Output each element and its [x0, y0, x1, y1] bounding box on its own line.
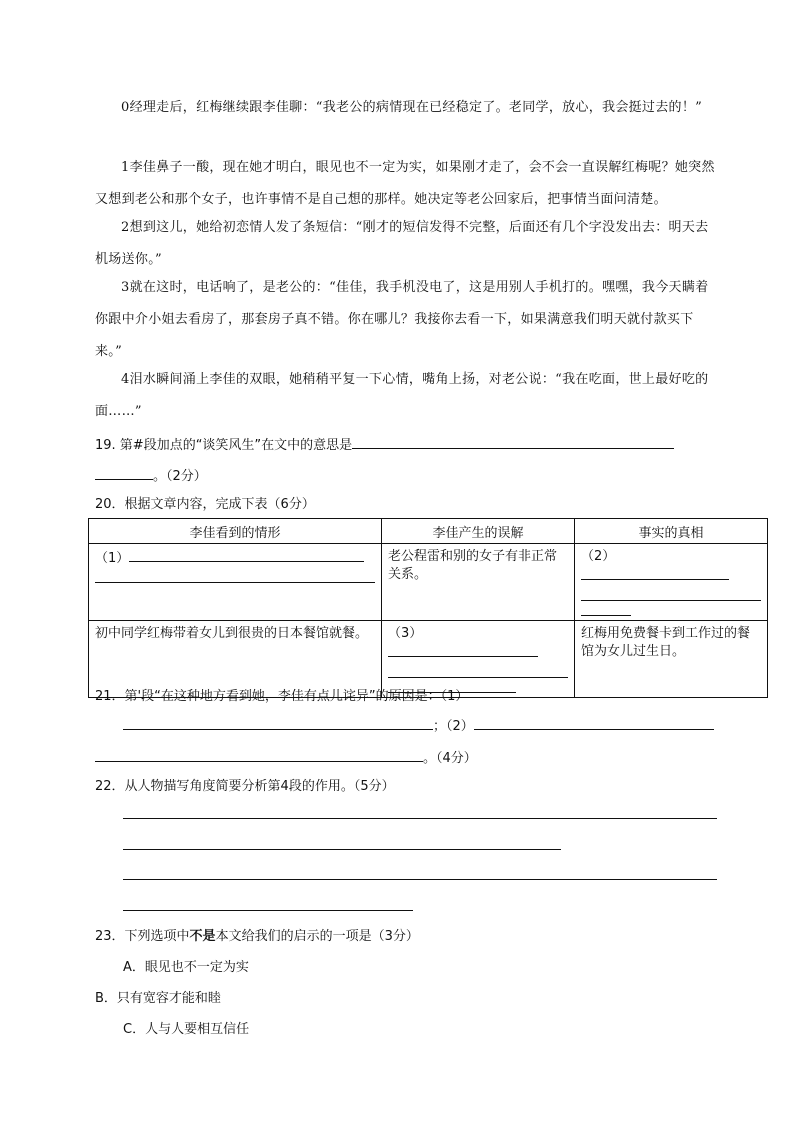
- question-22: 22．从人物描写角度简要分析第4段的作用。（5分）: [95, 779, 395, 794]
- question-20: 20．根据文章内容，完成下表（6分）: [95, 497, 315, 512]
- table-cell-r1c1[interactable]: [89, 544, 382, 621]
- cell-mark-1: （1）: [95, 551, 130, 566]
- answer-blank-20-2a[interactable]: [581, 566, 729, 580]
- answer-blank-20-2c[interactable]: [581, 615, 631, 616]
- answer-blank-21c[interactable]: [95, 748, 423, 762]
- answer-blank-20-1b[interactable]: [95, 582, 375, 583]
- answer-blank-19b[interactable]: [95, 466, 153, 480]
- question-21-line3: [95, 747, 477, 766]
- answer-line-22d[interactable]: [123, 910, 413, 911]
- question-21-line2: [123, 715, 714, 734]
- question-19-tail: 。（2分）: [153, 469, 207, 484]
- question-21-mid: ；（2）: [433, 719, 474, 734]
- table-cell-r2c1: 初中同学红梅带着女儿到很贵的日本餐馆就餐。: [89, 621, 382, 698]
- answer-line-22b[interactable]: [123, 849, 561, 850]
- answer-line-22a[interactable]: [123, 818, 717, 819]
- paragraph-3: 3就在这时，电话响了，是老公的：“佳佳，我手机没电了，这是用别人手机打的。嘿嘿，我今天瞒着你跟中介小姐去看房了，那套房子真不错。你在哪儿？我接你去看一下，如果满意我们明天就付款买下来。”: [95, 280, 709, 359]
- option-c[interactable]: C．人与人要相互信任: [123, 1022, 250, 1037]
- answer-line-22c[interactable]: [123, 879, 717, 880]
- paragraph-1: 1李佳鼻子一酸，现在她才明白，眼见也不一定为实，如果刚才走了，会不会一直误解红梅呢？她突然又想到老公和那个女子，也许事情不是自己想的那样。她决定等老公回家后，把事情当面问清楚。: [95, 160, 715, 207]
- answer-blank-20-2b[interactable]: [581, 600, 761, 601]
- question-23-text-after: 本文给我们的启示的一项是（3分）: [215, 929, 419, 944]
- question-19-cont: [95, 465, 207, 484]
- question-23-emphasis: 不是: [189, 929, 216, 944]
- question-21-tail: 。（4分）: [423, 751, 477, 766]
- question-23-text-before: 23．下列选项中: [95, 929, 190, 944]
- option-a[interactable]: A．眼见也不一定为实: [123, 960, 249, 975]
- paragraph-0: 0经理走后，红梅继续跟李佳聊：“我老公的病情现在已经稳定了。老同学，放心，我会挺过去的！”: [121, 100, 703, 115]
- cell-mark-2: （2）: [581, 549, 616, 564]
- table-header-truth: 事实的真相: [575, 519, 768, 544]
- answer-table: [88, 518, 768, 698]
- table-cell-r2c3: 红梅用免费餐卡到工作过的餐馆为女儿过生日。: [575, 621, 768, 698]
- table-cell-r1c2: 老公程雷和别的女子有非正常关系。: [382, 544, 575, 621]
- answer-blank-21a[interactable]: [123, 716, 433, 730]
- option-b[interactable]: B．只有宽容才能和睦: [95, 991, 221, 1006]
- answer-blank-20-3a[interactable]: [388, 643, 538, 657]
- table-cell-r1c3[interactable]: [575, 544, 768, 621]
- paragraph-4: 4泪水瞬间涌上李佳的双眼，她稍稍平复一下心情，嘴角上扬，对老公说：“我在吃面，世上最好吃的面……”: [95, 372, 709, 419]
- question-21: 21．第'段“在这种地方看到她，李佳有点儿诧异”的原因是：（1）: [95, 689, 469, 704]
- question-23: [95, 925, 419, 944]
- question-19-text: 19. 第#段加点的“谈笑风生”在文中的意思是: [95, 438, 353, 453]
- answer-blank-20-3b[interactable]: [388, 677, 568, 678]
- answer-blank-21b[interactable]: [474, 716, 714, 730]
- answer-blank-20-1a[interactable]: [129, 548, 364, 562]
- table-header-seen: 李佳看到的情形: [89, 519, 382, 544]
- cell-mark-3: （3）: [388, 626, 423, 641]
- question-19: [95, 434, 674, 453]
- table-header-misunderstanding: 李佳产生的误解: [382, 519, 575, 544]
- answer-blank-19a[interactable]: [352, 435, 674, 449]
- paragraph-2: 2想到这儿，她给初恋情人发了条短信：“刚才的短信发得不完整，后面还有几个字没发出去：明天去机场送你。”: [95, 220, 709, 267]
